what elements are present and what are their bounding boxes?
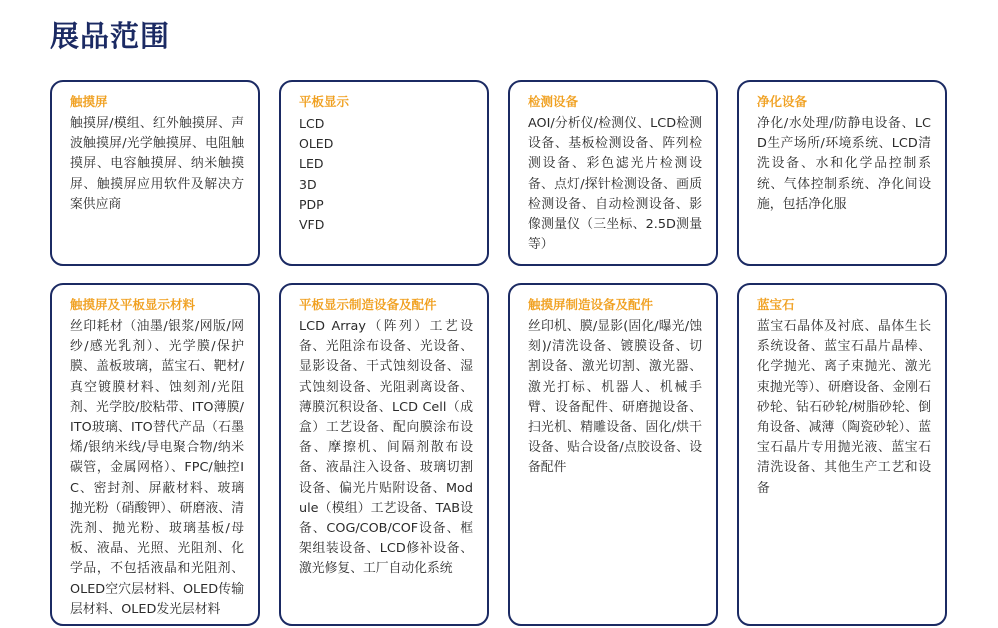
category-item-list (299, 114, 473, 235)
category-heading: 净化设备 (757, 94, 808, 109)
category-description: 丝印耗材（油墨/银浆/网版/网纱/感光乳剂）、光学膜/保护膜、盖板玻璃，蓝宝石、靶材/真空镀膜材料、蚀刻剂/光阻剂、光学胶/胶粘带、ITO薄膜/ITO玻璃、ITO替代产品（石墨烯/银纳米线/导电聚合物/纳米碳管，金属网格）、FPC/触控IC、密封剂、屏蔽材料、玻璃抛光粉（硝酸钾）、研磨液、清洗剂、抛光粉、玻璃基板/母板、液晶、光照、光阻剂、化学品，不包括液晶和光阻剂、OLED空穴层材料、OLED传输层材料、OLED发光层材料 (70, 319, 244, 617)
category-card-touch-screen (50, 80, 260, 266)
category-card-inspection-equipment (508, 80, 718, 266)
category-card-touch-manufacturing-equipment (508, 283, 718, 626)
category-card-fpd-manufacturing-equipment (279, 283, 489, 626)
category-description: 蓝宝石晶体及衬底、晶体生长系统设备、蓝宝石晶片晶棒、化学抛光、离子束抛光、激光束抛光等）、研磨设备、金刚石砂轮、钻石砂轮/树脂砂轮、倒角设备、减薄（陶瓷砂轮）、蓝宝石晶片专用抛光液、蓝宝石清洗设备、其他生产工艺和设备 (757, 319, 931, 496)
category-description: 触摸屏/模组、红外触摸屏、声波触摸屏/光学触摸屏、电阻触摸屏、电容触摸屏、纳米触摸屏、触摸屏应用软件及解决方案供应商 (70, 116, 244, 212)
category-card-cleanroom-equipment (737, 80, 947, 266)
category-heading: 平板显示制造设备及配件 (299, 297, 437, 312)
list-item: LCD (299, 116, 325, 131)
category-heading: 平板显示 (299, 94, 350, 109)
category-heading: 触摸屏 (70, 94, 108, 109)
list-item: 3D (299, 176, 317, 192)
category-heading: 触摸屏制造设备及配件 (528, 297, 654, 312)
page-title: 展品范围 (50, 19, 171, 53)
list-item: VFD (299, 217, 325, 233)
category-description: 净化/水处理/防静电设备、LCD生产场所/环境系统、LCD清洗设备、水和化学品控制系统、气体控制系统、净化间设施，包括净化服 (757, 116, 931, 212)
category-description: LCD Array（阵列）工艺设备、光阻涂布设备、光设备、显影设备、干式蚀刻设备、湿式蚀刻设备、光阻剥离设备、薄膜沉积设备、LCD Cell（成盒）工艺设备、配向膜涂布设备、摩擦机、间隔剂散布设备、液晶注入设备、玻璃切割设备、偏光片贴附设备、Module（模组）工艺设备、TAB设备、COG/COB/COF设备、框架组装设备、LCD修补设备、激光修复、工厂自动化系统 (299, 319, 473, 577)
category-card-flat-panel-display (279, 80, 489, 266)
category-heading: 触摸屏及平板显示材料 (70, 297, 196, 312)
list-item: LED (299, 156, 324, 172)
category-description: AOI/分析仪/检测仪、LCD检测设备、基板检测设备、阵列检测设备、彩色滤光片检测设备、点灯/探针检测设备、画质检测设备、自动检测设备、影像测量仪（三坐标、2.5D测量等） (528, 116, 702, 253)
category-heading: 蓝宝石 (757, 297, 795, 312)
list-item: OLED (299, 136, 334, 152)
list-item: PDP (299, 196, 324, 212)
category-description: 丝印机、膜/显影(固化/曝光/蚀刻)/清洗设备、镀膜设备、切割设备、激光切割、激光器、激光打标、机器人、机械手臂、设备配件、研磨抛设备、扫光机、精雕设备、固化/烘干设备、贴合设备/点胶设备、设备配件 (528, 319, 702, 476)
category-card-sapphire (737, 283, 947, 626)
category-card-display-materials (50, 283, 260, 626)
category-heading: 检测设备 (528, 94, 579, 109)
